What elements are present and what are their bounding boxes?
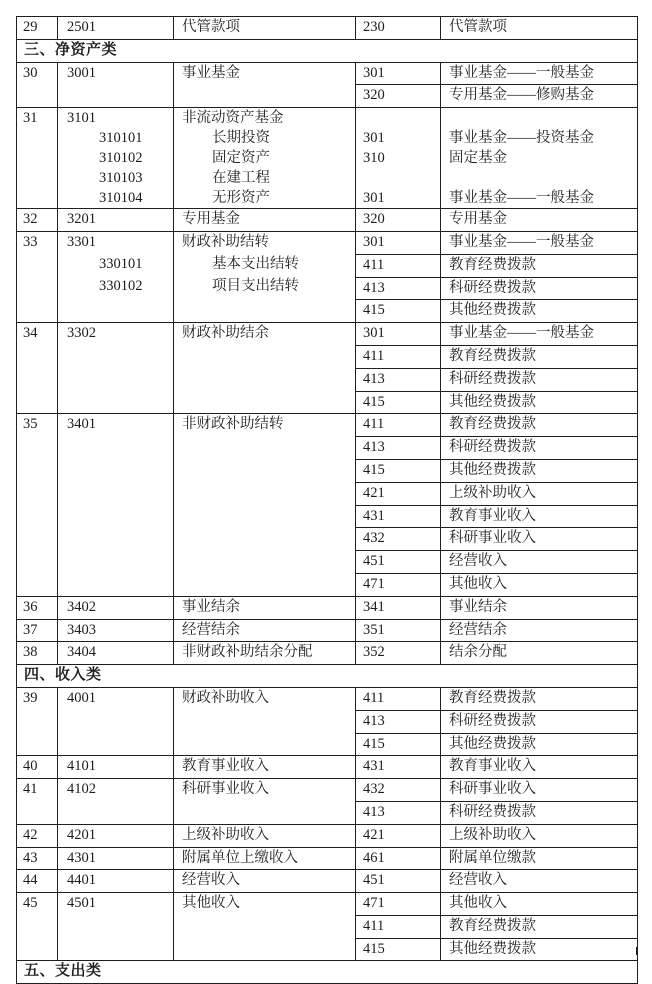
new-code-cell: 4001 [58,687,174,755]
old-name-cell [441,108,638,209]
new-code-cell: 4201 [58,824,174,847]
seq-cell: 34 [17,323,58,414]
seq-cell: 39 [17,687,58,755]
seq-cell: 45 [17,893,58,961]
table-row [17,596,638,619]
old-name-cell: 事业基金——一般基金 [441,231,638,254]
new-name-cell: 经营收入 [174,870,356,893]
seq-cell: 35 [17,414,58,596]
section-header: 三、净资产类 [17,39,638,62]
new-code-line: 310103 [99,170,143,187]
old-name-cell: 其他经费拨款 [441,300,638,323]
old-name-cell: 教育经费拨款 [441,345,638,368]
seq-cell: 42 [17,824,58,847]
new-name-cell: 非财政补助结转 [174,414,356,596]
old-name-cell: 附属单位缴款 [441,847,638,870]
table-row [17,642,638,665]
old-code-cell: 431 [356,756,441,779]
section-header: 五、支出类 [17,961,638,984]
new-name-cell: 财政补助结余 [174,323,356,414]
old-name-cell: 专用基金——修购基金 [441,85,638,108]
new-code-cell: 3302 [58,323,174,414]
seq-cell: 32 [17,209,58,232]
old-code-cell [356,108,441,209]
old-code-cell: 411 [356,345,441,368]
seq-cell: 36 [17,596,58,619]
new-code-line: 330101 [99,255,143,272]
table-row [17,756,638,779]
old-code-cell: 301 [356,62,441,85]
next-row-right-border [636,947,637,955]
old-code-cell: 413 [356,277,441,300]
old-name-cell: 上级补助收入 [441,482,638,505]
old-name-cell: 经营收入 [441,551,638,574]
old-name-cell: 上级补助收入 [441,824,638,847]
old-code-cell: 451 [356,870,441,893]
old-name-cell: 科研经费拨款 [441,801,638,824]
new-name-cell [174,231,356,322]
new-name-cell: 教育事业收入 [174,756,356,779]
new-name-line: 在建工程 [212,170,270,187]
old-code-cell: 421 [356,824,441,847]
new-code-line: 3301 [67,233,96,250]
new-name-line: 财政补助结转 [182,233,269,250]
table-row [17,779,638,802]
old-code-cell: 352 [356,642,441,665]
new-name-line: 非流动资产基金 [182,110,284,127]
old-name-cell: 事业基金——一般基金 [441,62,638,85]
new-code-cell: 3403 [58,619,174,642]
table-row [17,323,638,346]
old-name-cell: 教育事业收入 [441,756,638,779]
new-code-cell: 3404 [58,642,174,665]
old-code-cell: 320 [356,209,441,232]
old-name-cell: 教育经费拨款 [441,687,638,710]
old-code-cell: 461 [356,847,441,870]
new-name-cell: 财政补助收入 [174,687,356,755]
new-name-line: 长期投资 [212,130,270,147]
old-name-cell: 科研经费拨款 [441,368,638,391]
new-code-cell: 4501 [58,893,174,961]
old-code-cell: 341 [356,596,441,619]
table-row [17,108,638,209]
new-name-cell [174,108,356,209]
table-row [17,687,638,710]
new-name-cell: 科研事业收入 [174,779,356,825]
old-name-cell: 教育经费拨款 [441,254,638,277]
seq-cell: 43 [17,847,58,870]
old-name-cell: 其他经费拨款 [441,391,638,414]
old-name-cell: 经营收入 [441,870,638,893]
new-code-line: 3101 [67,110,96,127]
old-name-cell: 科研经费拨款 [441,437,638,460]
new-name-line: 项目支出结转 [212,277,299,294]
old-code-cell: 301 [356,323,441,346]
new-code-cell: 3001 [58,62,174,108]
old-name-cell: 事业结余 [441,596,638,619]
old-name-line [449,108,635,128]
old-name-cell: 教育事业收入 [441,505,638,528]
table-row [17,893,638,916]
new-code-line: 330102 [99,277,143,294]
seq-cell: 38 [17,642,58,665]
old-code-cell: 432 [356,779,441,802]
old-code-cell: 415 [356,391,441,414]
old-name-cell: 结余分配 [441,642,638,665]
old-name-cell: 其他收入 [441,573,638,596]
old-code-cell: 320 [356,85,441,108]
new-name-cell: 附属单位上缴收入 [174,847,356,870]
seq-cell: 40 [17,756,58,779]
new-name-cell: 事业基金 [174,62,356,108]
old-code-cell: 411 [356,687,441,710]
old-name-line [449,168,635,188]
table-row [17,824,638,847]
old-code-cell: 413 [356,710,441,733]
new-name-cell: 专用基金 [174,209,356,232]
old-name-line: 事业基金——投资基金 [449,130,594,147]
old-code-cell: 411 [356,414,441,437]
old-code-cell: 421 [356,482,441,505]
old-name-cell: 事业基金——一般基金 [441,323,638,346]
seq-cell: 30 [17,62,58,108]
old-code-line: 310 [363,150,385,167]
old-name-cell: 教育经费拨款 [441,915,638,938]
old-code-cell: 415 [356,733,441,756]
seq-cell: 37 [17,619,58,642]
new-name-line: 固定资产 [212,150,270,167]
old-code-cell: 471 [356,893,441,916]
new-name-cell: 其他收入 [174,893,356,961]
seq-cell: 44 [17,870,58,893]
seq-cell: 33 [17,231,58,322]
new-code-cell: 3402 [58,596,174,619]
section-row [17,961,638,984]
table-row [17,870,638,893]
table-row [17,231,638,254]
old-code-cell: 411 [356,915,441,938]
old-name-cell: 科研事业收入 [441,528,638,551]
old-code-cell: 415 [356,938,441,961]
new-code-line: 310102 [99,150,143,167]
old-name-cell: 其他经费拨款 [441,733,638,756]
new-code-cell: 4301 [58,847,174,870]
new-code-line: 310104 [99,190,143,207]
new-name-cell: 事业结余 [174,596,356,619]
section-header: 四、收入类 [17,665,638,688]
old-name-line: 固定基金 [449,150,507,167]
old-name-line: 事业基金——一般基金 [449,190,594,207]
old-name-cell: 其他收入 [441,893,638,916]
new-code-cell: 3201 [58,209,174,232]
old-name-cell: 科研事业收入 [441,779,638,802]
new-code-cell [58,231,174,322]
new-name-cell: 非财政补助结余分配 [174,642,356,665]
old-name-cell: 科研经费拨款 [441,710,638,733]
old-code-cell: 471 [356,573,441,596]
new-code-cell: 4102 [58,779,174,825]
new-name-line: 无形资产 [212,190,270,207]
old-code-cell: 413 [356,368,441,391]
old-code-cell: 413 [356,437,441,460]
section-row [17,665,638,688]
old-code-cell: 415 [356,459,441,482]
table-row [17,17,638,40]
seq-cell: 29 [17,17,58,40]
new-code-cell: 4101 [58,756,174,779]
old-code-line [363,168,438,188]
new-code-cell: 3401 [58,414,174,596]
old-code-cell: 230 [356,17,441,40]
old-name-cell: 教育经费拨款 [441,414,638,437]
old-code-cell: 431 [356,505,441,528]
old-code-cell: 451 [356,551,441,574]
new-name-cell: 代管款项 [174,17,356,40]
old-code-line [363,108,438,128]
next-row-left-border [16,947,17,955]
old-name-cell: 专用基金 [441,209,638,232]
new-code-cell: 2501 [58,17,174,40]
new-code-line: 310101 [99,130,143,147]
new-code-cell: 4401 [58,870,174,893]
old-name-cell: 科研经费拨款 [441,277,638,300]
old-name-cell: 其他经费拨款 [441,938,638,961]
table-row [17,62,638,85]
section-row [17,39,638,62]
old-code-cell: 415 [356,300,441,323]
old-code-cell: 301 [356,231,441,254]
table-row [17,619,638,642]
old-name-cell: 经营结余 [441,619,638,642]
old-code-line: 301 [363,190,385,207]
old-code-cell: 411 [356,254,441,277]
new-name-cell: 上级补助收入 [174,824,356,847]
new-name-cell: 经营结余 [174,619,356,642]
seq-cell: 41 [17,779,58,825]
new-name-line: 基本支出结转 [212,255,299,272]
table-row [17,847,638,870]
old-name-cell: 代管款项 [441,17,638,40]
old-code-cell: 351 [356,619,441,642]
table-row [17,414,638,437]
seq-cell: 31 [17,108,58,209]
old-name-cell: 其他经费拨款 [441,459,638,482]
table-row [17,209,638,232]
old-code-cell: 413 [356,801,441,824]
old-code-line: 301 [363,130,385,147]
new-code-cell [58,108,174,209]
account-code-mapping-table [16,16,638,984]
old-code-cell: 432 [356,528,441,551]
